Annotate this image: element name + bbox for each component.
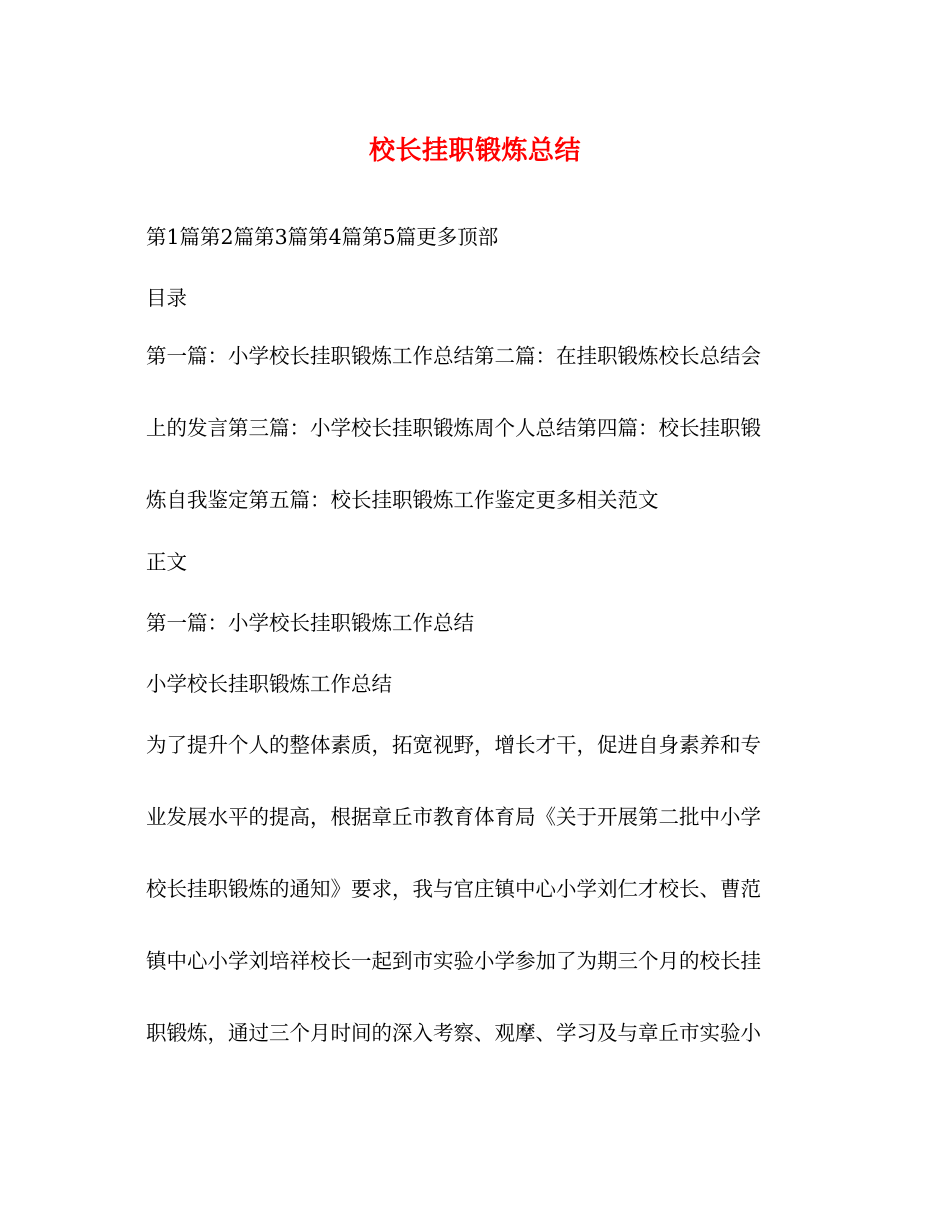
nav-links-line: 第1篇第2篇第3篇第4篇第5篇更多顶部 [146, 225, 499, 249]
toc-heading: 目录 [146, 286, 187, 310]
document-title: 校长挂职锻炼总结 [368, 136, 581, 166]
body-heading: 正文 [146, 550, 187, 574]
paragraph-line: 镇中心小学刘培祥校长一起到市实验小学参加了为期三个月的校长挂 [146, 949, 761, 973]
paragraph-line: 校长挂职锻炼的通知》要求，我与官庄镇中心小学刘仁才校长、曹范 [146, 877, 761, 901]
toc-line: 第一篇：小学校长挂职锻炼工作总结第二篇：在挂职锻炼校长总结会 [146, 344, 761, 368]
section-subtitle: 小学校长挂职锻炼工作总结 [146, 672, 392, 696]
toc-line: 上的发言第三篇：小学校长挂职锻炼周个人总结第四篇：校长挂职锻 [146, 416, 761, 440]
paragraph-line: 职锻炼，通过三个月时间的深入考察、观摩、学习及与章丘市实验小 [146, 1021, 761, 1045]
paragraph-line: 业发展水平的提高，根据章丘市教育体育局《关于开展第二批中小学 [146, 805, 761, 829]
paragraph-line: 为了提升个人的整体素质，拓宽视野，增长才干，促进自身素养和专 [146, 733, 761, 757]
toc-line: 炼自我鉴定第五篇：校长挂职锻炼工作鉴定更多相关范文 [146, 488, 659, 512]
section-heading: 第一篇：小学校长挂职锻炼工作总结 [146, 611, 474, 635]
